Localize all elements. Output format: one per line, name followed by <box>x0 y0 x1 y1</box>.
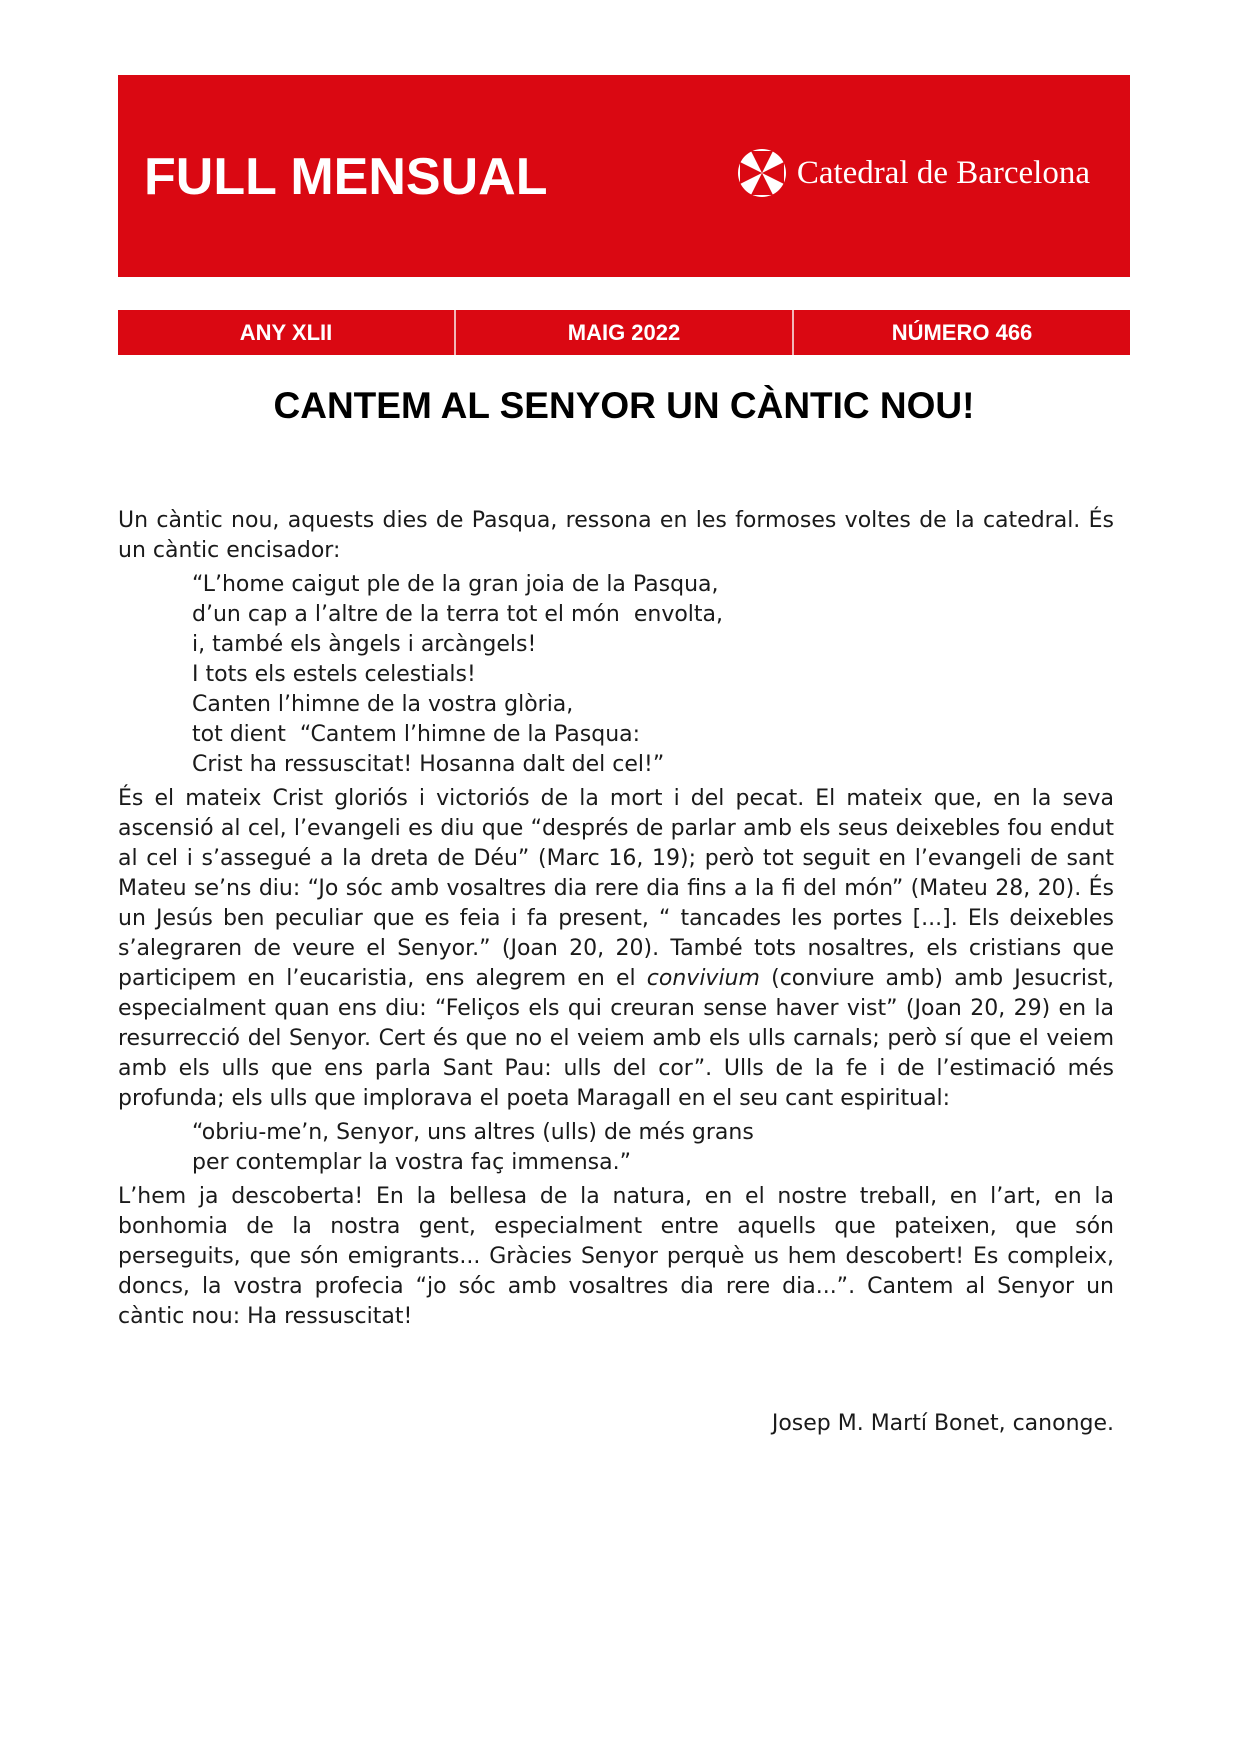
verse-line: per contemplar la vostra faç immensa.” <box>192 1150 632 1175</box>
verse-line: “obriu-me’n, Senyor, uns altres (ulls) de més grans <box>192 1120 754 1145</box>
issue-info-bar <box>118 310 1130 355</box>
issue-number: NÚMERO 466 <box>891 319 1033 345</box>
issue-date: MAIG 2022 <box>456 310 794 355</box>
logo-text: Catedral de Barcelona <box>796 155 1090 191</box>
verse-line: “L’home caigut ple de la gran joia de la Pasqua, <box>192 572 719 597</box>
verse-line: i, també els àngels i arcàngels! <box>192 632 537 657</box>
paragraph-closing: L’hem ja descoberta! En la bellesa de la natura, en el nostre treball, en l’art, en la bonhomia de la nostra gent, especialment entre aquells que pateixen, que són perseguits, que són emigrants... Gràcies Senyor perquè us hem descobert! Es compleix, doncs, la vostra profecia “jo sóc amb vosaltres dia rere dia...”. Cantem al Senyor un càntic nou: Ha ressuscitat! <box>118 1184 1114 1329</box>
paragraph-body <box>118 784 1114 1114</box>
header-banner <box>118 75 1130 277</box>
verse-line: tot dient “Cantem l’himne de la Pasqua: <box>192 722 641 747</box>
cross-emblem-icon <box>737 148 787 198</box>
verse-line: Canten l’himne de la vostra glòria, <box>192 692 574 717</box>
publication-title: FULL MENSUAL <box>144 148 548 206</box>
verse-line: d’un cap a l’altre de la terra tot el món envolta, <box>192 602 724 627</box>
article-body <box>118 506 1114 1332</box>
verse-line: Crist ha ressuscitat! Hosanna dalt del cel!” <box>192 752 665 777</box>
cathedral-logo <box>737 145 1090 201</box>
italic-term: convivium <box>646 966 760 991</box>
paragraph-body-text-continued: (conviure amb) amb Jesucrist, especialment quan ens diu: “Feliços els qui creuran sense haver vist” (Joan 20, 29) en la resurrecció del Senyor. Cert és que no el veiem amb els ulls carnals; però sí que el veiem amb els ulls que ens parla Sant Pau: ulls del cor”. Ulls de la fe i de l’estimació més profunda; els ulls que implorava el poeta Maragall en el seu cant espiritual: <box>118 966 1115 1111</box>
issue-year: ANY XLII <box>118 310 456 355</box>
verse-block-easter <box>118 570 1114 780</box>
article-title: CANTEM AL SENYOR UN CÀNTIC NOU! <box>273 385 975 426</box>
author-signature: Josep M. Martí Bonet, canonge. <box>771 1411 1114 1436</box>
verse-block-maragall <box>118 1118 1114 1178</box>
paragraph-intro: Un càntic nou, aquests dies de Pasqua, ressona en les formoses voltes de la catedral. És un càntic encisador: <box>118 508 1114 563</box>
paragraph-body-text: És el mateix Crist gloriós i victoriós de la mort i del pecat. El mateix que, en la seva ascensió al cel, l’evangeli es diu que “després de parlar amb els seus deixebles fou endut al cel i s’assegué a la dreta de Déu” (Marc 16, 19); però tot seguit en l’evangeli de sant Mateu se’ns diu: “Jo sóc amb vosaltres dia rere dia fins a la fi del món” (Mateu 28, 20). És un Jesús ben peculiar que es feia i fa present, “ tancades les portes [...]. Els deixebles s’alegraren de veure el Senyor.” (Joan 20, 20). També tots nosaltres, els cristians que participem en l’eucaristia, ens alegrem en el <box>118 786 1114 991</box>
verse-line: I tots els estels celestials! <box>192 662 476 687</box>
